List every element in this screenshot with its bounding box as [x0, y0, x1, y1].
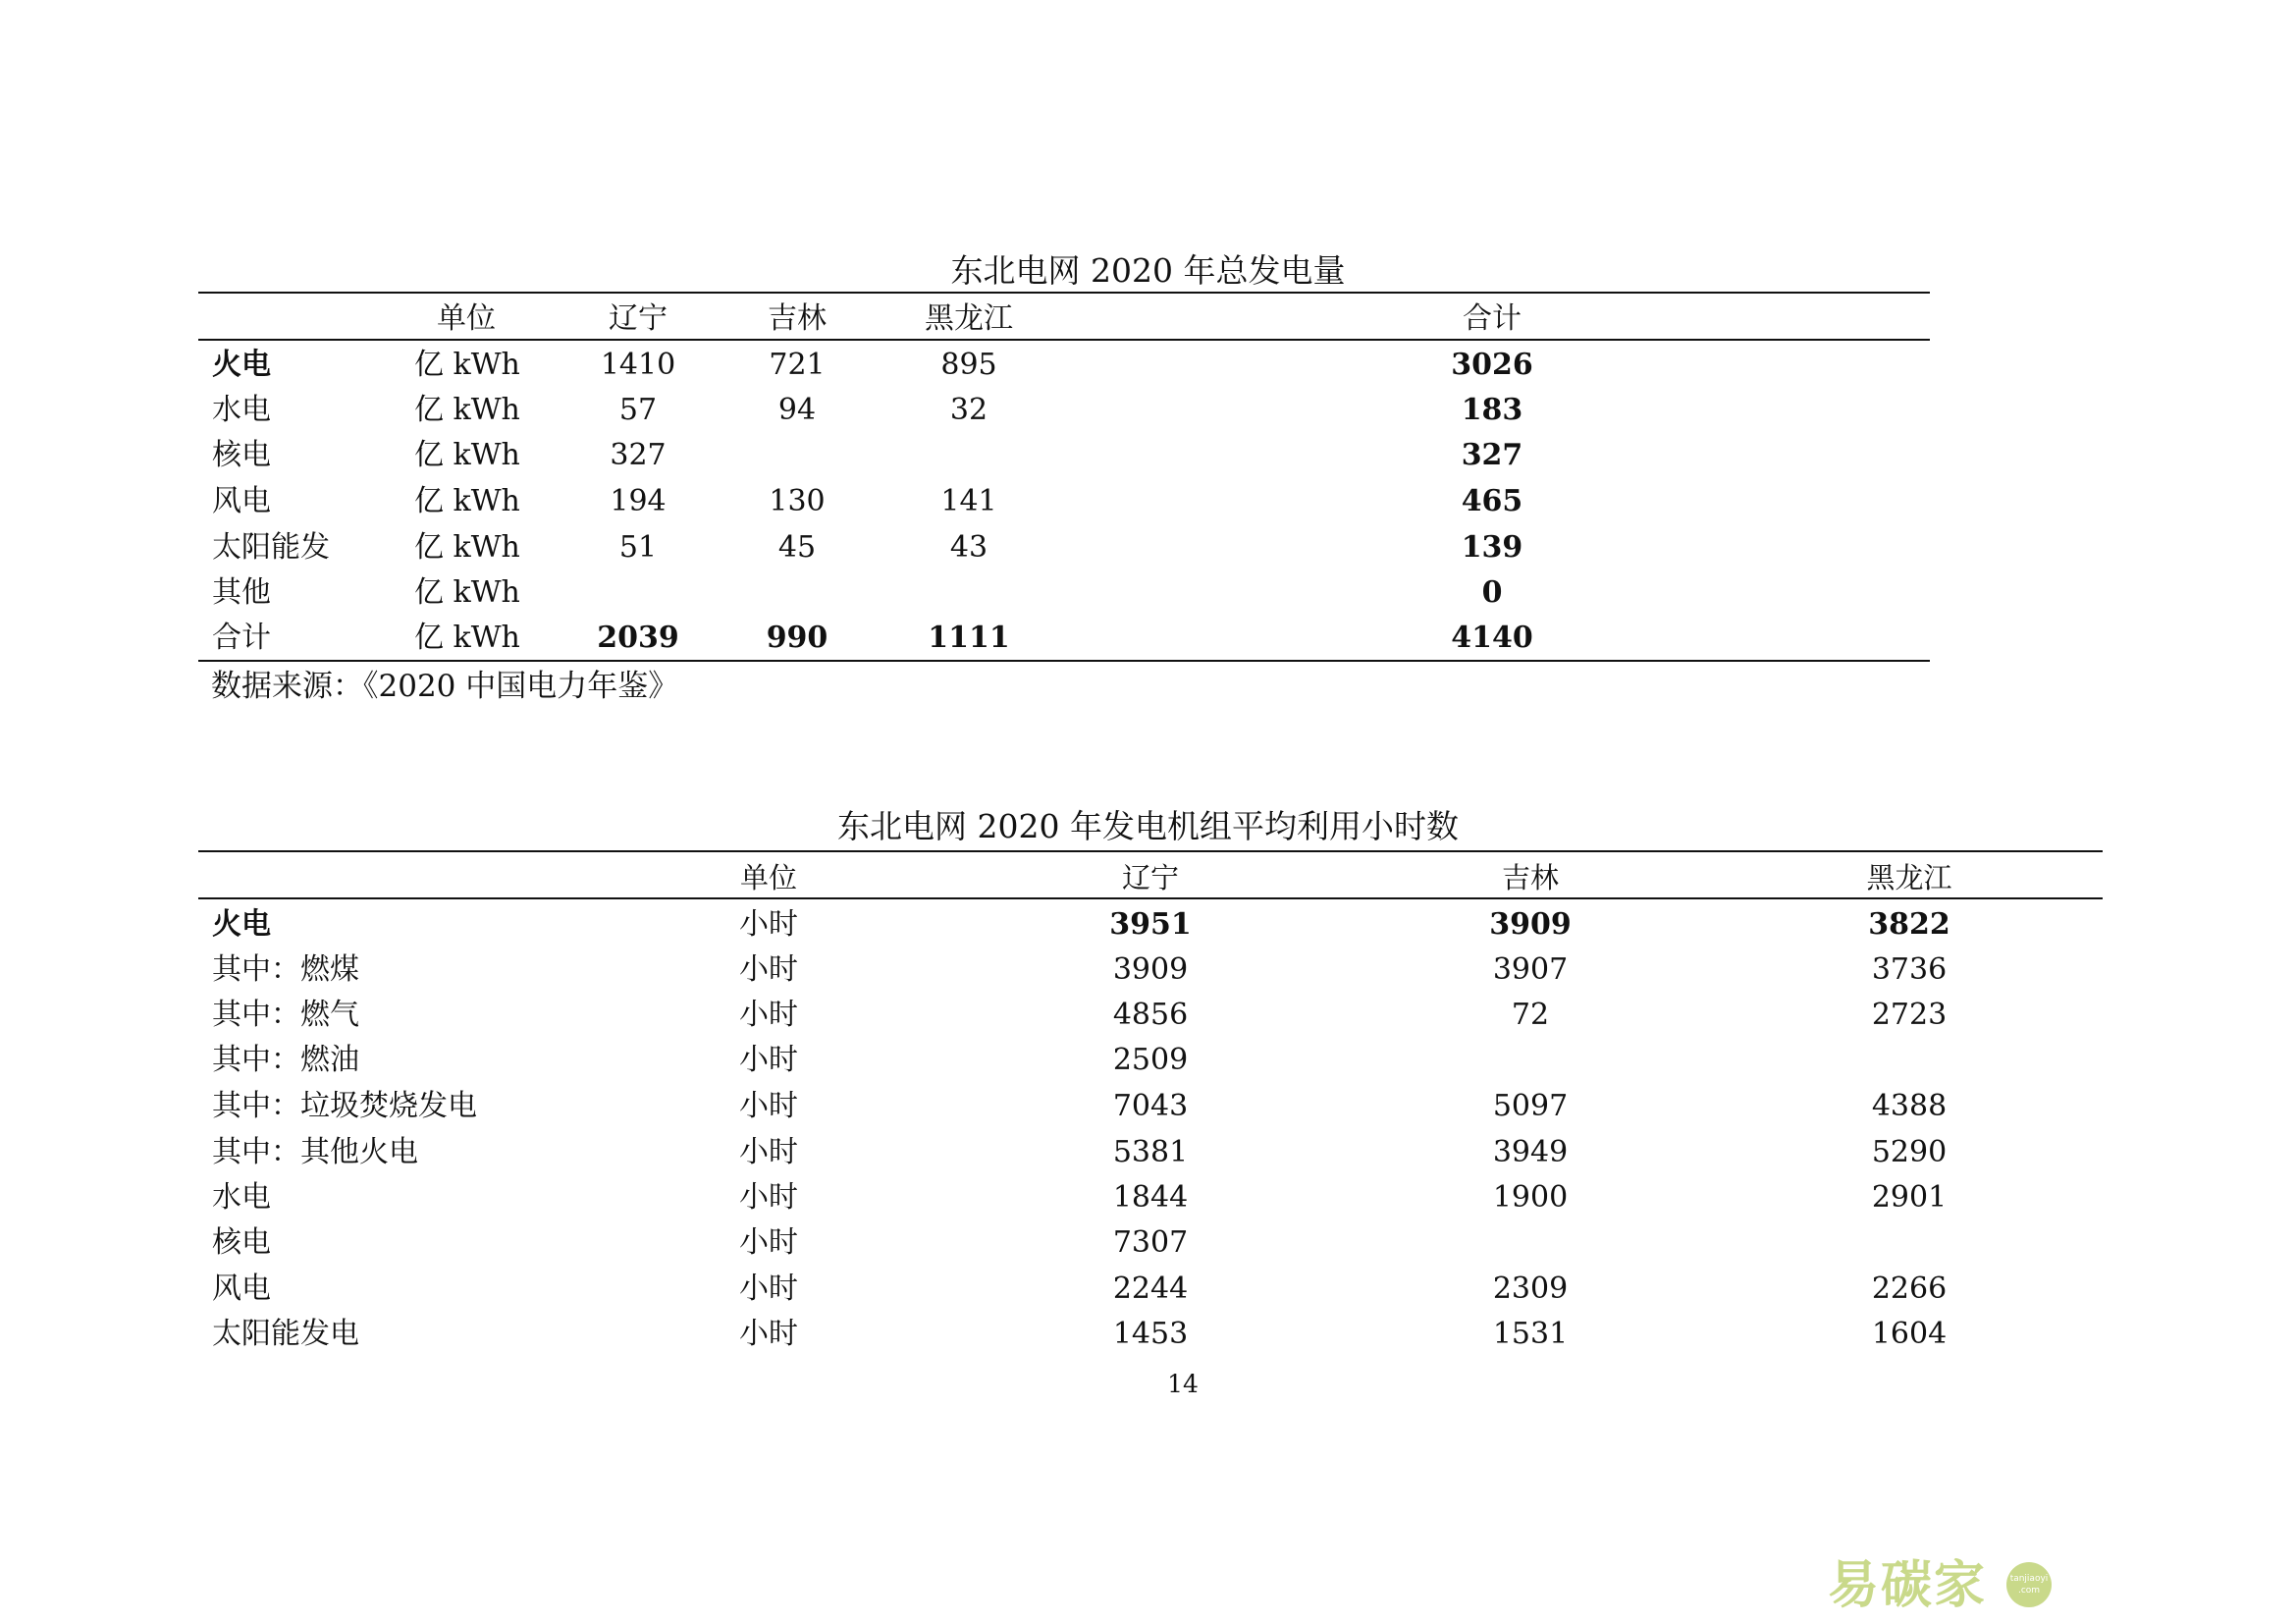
table-row: [0, 1085, 2296, 1128]
table-row: [0, 389, 2296, 432]
table1-title: 东北电网 2020 年总发电量: [950, 251, 1346, 290]
cell-liaoning: 7043: [1112, 1089, 1189, 1123]
cell-heilongjiang: 32: [949, 393, 988, 427]
row-label: 合计: [212, 621, 271, 655]
row-label: 其中：其他火电: [212, 1135, 418, 1169]
cell-jilin: 1900: [1492, 1180, 1569, 1215]
page-number: 14: [1167, 1370, 1199, 1398]
table2-top-rule: [198, 850, 2103, 852]
cell-liaoning: 2244: [1112, 1272, 1189, 1306]
cell-total: 183: [1461, 393, 1523, 427]
cell-heilongjiang: 43: [949, 530, 988, 565]
cell-heilongjiang: 1111: [928, 621, 1010, 655]
watermark-logo: [1828, 1556, 2289, 1615]
table1-header-row: [0, 298, 2296, 341]
row-unit: 小时: [739, 907, 798, 942]
cell-heilongjiang: 2266: [1871, 1272, 1948, 1306]
cell-jilin: 94: [777, 393, 817, 427]
row-label: 其中：燃煤: [212, 952, 359, 987]
watermark-badge-icon: [2006, 1562, 2052, 1607]
table1-header-liaoning: 辽宁: [609, 301, 667, 336]
row-unit: 小时: [739, 1135, 798, 1169]
cell-liaoning: 3951: [1109, 907, 1192, 942]
table1-source-note: 数据来源：《2020 中国电力年鉴》: [211, 669, 679, 704]
row-label: 风电: [212, 484, 271, 518]
row-unit: 小时: [739, 1225, 798, 1260]
table-row: [0, 1313, 2296, 1356]
cell-jilin: 2309: [1492, 1272, 1569, 1306]
table-row: [0, 903, 2296, 947]
watermark-brand: 易碳家: [1828, 1556, 1988, 1615]
table2-header-liaoning: 辽宁: [1121, 861, 1179, 894]
cell-heilongjiang: 2901: [1871, 1180, 1948, 1215]
cell-liaoning: 2039: [597, 621, 679, 655]
table-row: [0, 344, 2296, 387]
cell-liaoning: 4856: [1112, 998, 1189, 1032]
cell-jilin: 5097: [1492, 1089, 1569, 1123]
cell-liaoning: 327: [610, 438, 667, 472]
table-row: [0, 571, 2296, 615]
cell-jilin: 3949: [1492, 1135, 1569, 1169]
row-label: 水电: [212, 1180, 271, 1215]
table2-header-rule: [198, 897, 2103, 899]
cell-heilongjiang: 141: [940, 484, 997, 518]
row-label: 其中：垃圾焚烧发电: [212, 1089, 477, 1123]
cell-total: 3026: [1451, 348, 1533, 382]
table2-title: 东北电网 2020 年发电机组平均利用小时数: [837, 807, 1459, 845]
cell-liaoning: 1844: [1112, 1180, 1189, 1215]
cell-heilongjiang: 1604: [1871, 1317, 1948, 1351]
table-row: [0, 1221, 2296, 1265]
cell-heilongjiang: 895: [940, 348, 997, 382]
cell-heilongjiang: 5290: [1871, 1135, 1948, 1169]
cell-jilin: 990: [766, 621, 828, 655]
row-unit: 亿 kWh: [414, 393, 520, 427]
table2-header-heilongjiang: 黑龙江: [1866, 861, 1952, 894]
row-unit: 小时: [739, 1317, 798, 1351]
cell-total: 327: [1461, 438, 1523, 472]
cell-jilin: 3909: [1489, 907, 1572, 942]
cell-total: 0: [1481, 575, 1503, 610]
table2-header-row: [0, 856, 2296, 899]
table1-header-jilin: 吉林: [768, 301, 827, 336]
row-unit: 亿 kWh: [414, 575, 520, 610]
cell-total: 139: [1461, 530, 1523, 565]
table-row: [0, 948, 2296, 992]
row-unit: 小时: [739, 952, 798, 987]
watermark-badge-line1: tanjiaoyi: [2009, 1574, 2049, 1584]
row-unit: 小时: [739, 1180, 798, 1215]
row-label: 火电: [212, 907, 271, 942]
cell-liaoning: 1410: [600, 348, 676, 382]
row-unit: 亿 kWh: [414, 438, 520, 472]
table-row: [0, 1268, 2296, 1311]
row-unit: 亿 kWh: [414, 348, 520, 382]
cell-heilongjiang: 2723: [1871, 998, 1948, 1032]
row-label: 核电: [212, 438, 271, 472]
cell-liaoning: 5381: [1112, 1135, 1189, 1169]
cell-liaoning: 1453: [1112, 1317, 1189, 1351]
table-row: [0, 480, 2296, 523]
row-label: 其中：燃气: [212, 998, 359, 1032]
table-row: [0, 1131, 2296, 1174]
table-row: [0, 526, 2296, 569]
table1-header-rule: [198, 339, 1930, 341]
cell-jilin: 72: [1511, 998, 1550, 1032]
cell-jilin: 45: [777, 530, 817, 565]
cell-heilongjiang: 3822: [1868, 907, 1950, 942]
row-label: 太阳能发电: [212, 1317, 359, 1351]
row-label: 风电: [212, 1272, 271, 1306]
cell-jilin: 721: [769, 348, 826, 382]
cell-liaoning: 194: [610, 484, 667, 518]
table-row: [0, 994, 2296, 1037]
watermark-badge-line2: .com: [2017, 1586, 2041, 1596]
table-row: [0, 1176, 2296, 1219]
table1-header-heilongjiang: 黑龙江: [925, 301, 1013, 336]
row-unit: 亿 kWh: [414, 530, 520, 565]
cell-heilongjiang: 3736: [1871, 952, 1948, 987]
table1-header-total: 合计: [1463, 301, 1522, 336]
table1-header-unit: 单位: [437, 301, 496, 336]
cell-heilongjiang: 4388: [1871, 1089, 1948, 1123]
row-label: 水电: [212, 393, 271, 427]
cell-liaoning: 3909: [1112, 952, 1189, 987]
cell-jilin: 1531: [1492, 1317, 1569, 1351]
cell-liaoning: 7307: [1112, 1225, 1189, 1260]
table1-bottom-rule: [198, 660, 1930, 662]
row-unit: 亿 kWh: [414, 484, 520, 518]
cell-liaoning: 57: [618, 393, 658, 427]
cell-jilin: 3907: [1492, 952, 1569, 987]
cell-liaoning: 2509: [1112, 1043, 1189, 1077]
cell-total: 4140: [1451, 621, 1533, 655]
row-unit: 小时: [739, 1089, 798, 1123]
table-row: [0, 1039, 2296, 1082]
cell-jilin: 130: [769, 484, 826, 518]
row-label: 其他: [212, 575, 271, 610]
row-unit: 亿 kWh: [414, 621, 520, 655]
table2-header-jilin: 吉林: [1501, 861, 1559, 894]
table-row: [0, 617, 2296, 660]
cell-liaoning: 51: [618, 530, 658, 565]
row-label: 核电: [212, 1225, 271, 1260]
row-unit: 小时: [739, 1043, 798, 1077]
row-label: 太阳能发: [212, 530, 330, 565]
row-unit: 小时: [739, 998, 798, 1032]
row-unit: 小时: [739, 1272, 798, 1306]
row-label: 其中：燃油: [212, 1043, 359, 1077]
table-row: [0, 434, 2296, 477]
table2-header-unit: 单位: [739, 861, 797, 894]
cell-total: 465: [1461, 484, 1523, 518]
row-label: 火电: [212, 348, 271, 382]
table1-top-rule: [198, 292, 1930, 294]
